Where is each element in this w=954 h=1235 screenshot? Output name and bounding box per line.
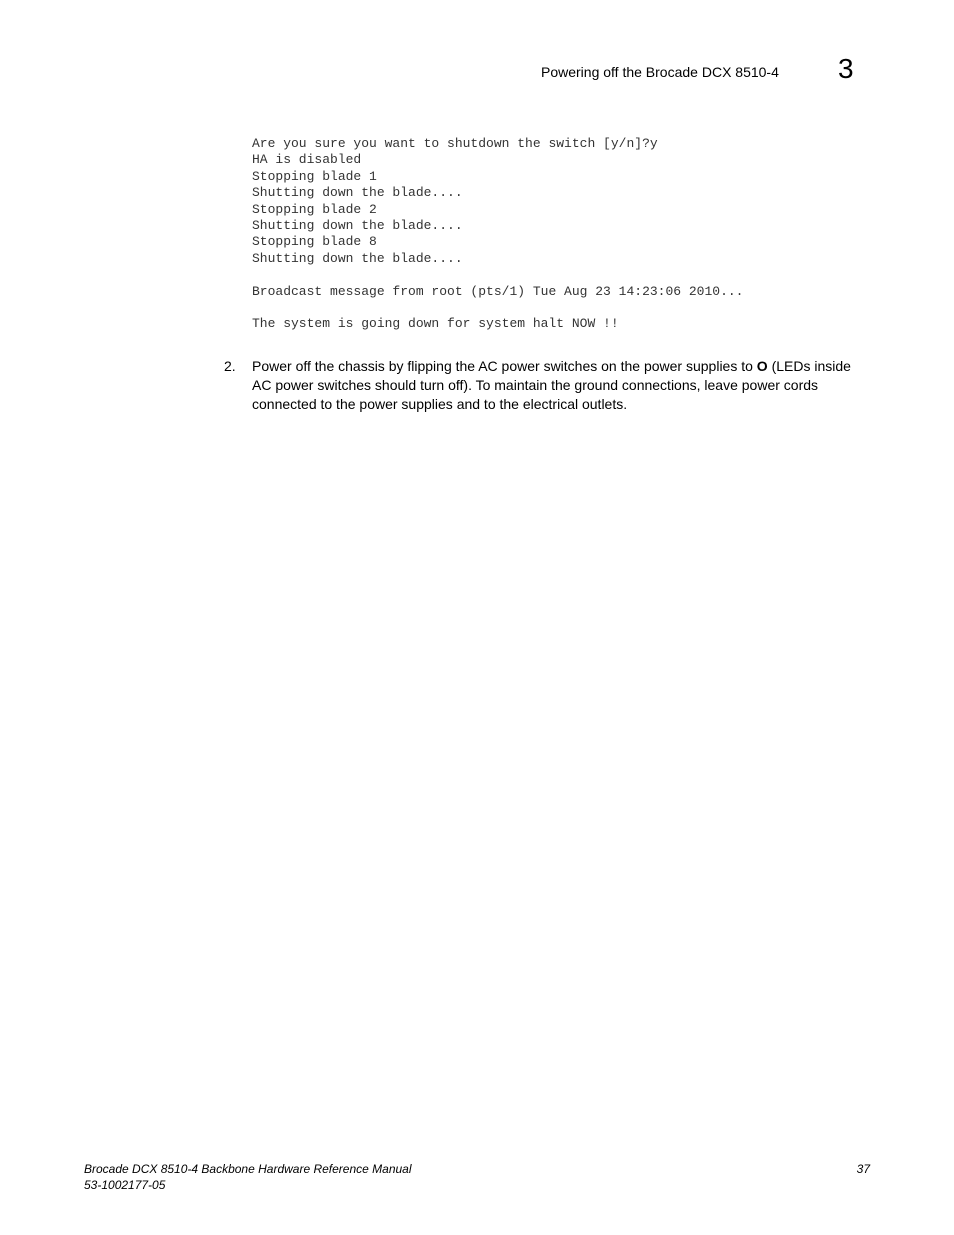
console-line: Stopping blade 8: [252, 234, 377, 250]
console-line: Stopping blade 1: [252, 168, 377, 184]
console-line: Are you sure you want to shutdown the switch [y/n]?y: [252, 136, 658, 151]
console-line: Shutting down the blade....: [252, 185, 463, 201]
step-text-before: Power off the chassis by flipping the AC power switches on the power supplies to: [252, 358, 757, 374]
console-line: Shutting down the blade....: [252, 217, 463, 233]
running-header-title: Powering off the Brocade DCX 8510-4: [541, 64, 779, 80]
footer-manual-title: Brocade DCX 8510-4 Backbone Hardware Reference Manual: [84, 1162, 412, 1176]
console-line: Shutting down the blade....: [252, 250, 463, 266]
console-line: The system is going down for system halt NOW !!: [252, 316, 619, 332]
console-line: Broadcast message from root (pts/1) Tue Aug 23 14:23:06 2010...: [252, 283, 744, 299]
footer-doc-number: 53-1002177-05: [84, 1178, 166, 1192]
console-line: HA is disabled: [252, 152, 362, 168]
console-output-block: [252, 136, 743, 333]
step-instruction: [252, 357, 858, 414]
footer-page-number: 37: [856, 1162, 870, 1176]
console-line: Stopping blade 2: [252, 201, 377, 217]
step-text-after: (LEDs inside AC power switches should turn off). To maintain the ground connections, leave power cords connected to the power supplies and to the electrical outlets.: [252, 358, 851, 412]
console-line: [252, 300, 743, 316]
step-number: 2.: [224, 358, 236, 374]
power-off-symbol: O: [756, 358, 768, 374]
console-line: [252, 267, 743, 283]
chapter-number: 3: [838, 53, 854, 84]
